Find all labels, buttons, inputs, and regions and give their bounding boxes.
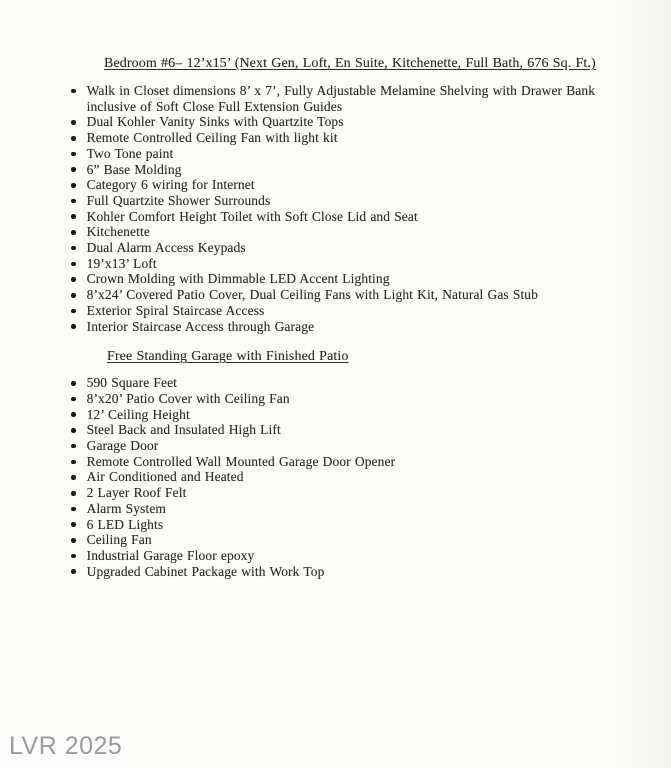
list-item — [70, 469, 631, 485]
bullet-icon — [71, 538, 76, 543]
bullet-icon — [71, 324, 76, 329]
list-item — [70, 454, 631, 470]
list-item-text: Alarm System — [86, 500, 167, 516]
list-item-text: Remote Controlled Wall Mounted Garage Door Opener — [86, 453, 396, 469]
list-item-text: Interior Staircase Access through Garage — [86, 318, 315, 334]
watermark: LVR 2025 — [9, 732, 123, 760]
bullet-icon — [71, 397, 76, 402]
bullet-icon — [71, 507, 76, 512]
bullet-icon — [71, 199, 76, 204]
list-item — [70, 224, 631, 240]
bullet-icon — [71, 460, 76, 465]
bullet-icon — [71, 277, 76, 282]
list-item — [70, 438, 631, 454]
list-item — [70, 287, 631, 303]
list-item — [70, 517, 631, 533]
bullet-icon — [71, 444, 76, 449]
bullet-icon — [71, 554, 76, 559]
list-item-text: Category 6 wiring for Internet — [86, 177, 255, 193]
list-item-text: 6” Base Molding — [86, 161, 182, 177]
bullet-icon — [71, 262, 76, 267]
list-item-text: Full Quartzite Shower Surrounds — [86, 192, 271, 208]
bullet-icon — [71, 569, 76, 574]
bullet-icon — [71, 152, 76, 157]
bullet-icon — [71, 381, 76, 386]
list-item-text: Dual Alarm Access Keypads — [86, 240, 246, 256]
list-item — [70, 548, 631, 564]
list-item-text: Steel Back and Insulated High Lift — [86, 422, 281, 438]
section-heading: Bedroom #6– 12’x15’ (Next Gen, Loft, En Suite, Kitchenette, Full Bath, 676 Sq. Ft.) — [104, 56, 596, 71]
list-item-text: Ceiling Fan — [86, 532, 152, 548]
list-item — [70, 303, 631, 319]
list-item — [70, 114, 631, 130]
list-item-text: 8’x20’ Patio Cover with Ceiling Fan — [86, 390, 290, 406]
list-item-text: Remote Controlled Ceiling Fan with light kit — [86, 130, 338, 146]
list-item — [70, 193, 631, 209]
list-item — [70, 271, 631, 287]
list-item — [70, 130, 631, 146]
list-item — [70, 564, 631, 580]
list-item-text: Upgraded Cabinet Package with Work Top — [86, 563, 325, 579]
section-heading: Free Standing Garage with Finished Patio — [107, 349, 349, 365]
list-item — [70, 256, 631, 272]
list-item — [70, 501, 631, 517]
list-item — [70, 485, 631, 501]
list-item-text: 6 LED Lights — [86, 516, 164, 532]
bullet-icon — [71, 309, 76, 314]
bullet-icon — [71, 522, 76, 527]
list-item-text: 12’ Ceiling Height — [86, 406, 190, 422]
list-item — [70, 209, 631, 225]
list-item-text: 590 Square Feet — [86, 375, 178, 391]
list-item-text: Industrial Garage Floor epoxy — [86, 547, 255, 563]
list-item-text: Garage Door — [86, 438, 159, 454]
list-item — [70, 422, 631, 438]
section-garage — [70, 348, 631, 579]
bullet-icon — [71, 230, 76, 235]
bullet-icon — [71, 136, 76, 141]
list-item-text: Dual Kohler Vanity Sinks with Quartzite Tops — [86, 114, 344, 130]
bullet-icon — [71, 214, 76, 219]
bullet-icon — [71, 167, 76, 172]
bullet-list — [70, 375, 631, 579]
bullet-icon — [71, 89, 76, 94]
bullet-icon — [71, 475, 76, 480]
list-item-text: 8’x24’ Covered Patio Cover, Dual Ceiling Fans with Light Kit, Natural Gas Stub — [86, 287, 538, 303]
list-item — [70, 177, 631, 193]
list-item-text: Crown Molding with Dimmable LED Accent Lighting — [86, 271, 390, 287]
bullet-icon — [71, 412, 76, 417]
bullet-icon — [71, 120, 76, 125]
list-item-text: Kitchenette — [86, 224, 150, 240]
bullet-icon — [71, 491, 76, 496]
bullet-icon — [71, 183, 76, 188]
list-item-text: Walk in Closet dimensions 8’ x 7’, Fully Adjustable Melamine Shelving with Drawer Bank inclusive of Soft Close Full Extension Guides — [86, 83, 596, 114]
list-item-text: Exterior Spiral Staircase Access — [86, 302, 265, 318]
list-item — [70, 391, 631, 407]
bullet-list — [70, 83, 631, 334]
list-item — [70, 375, 631, 391]
list-item — [70, 162, 631, 178]
bullet-icon — [71, 428, 76, 433]
list-item-text: Air Conditioned and Heated — [86, 469, 244, 485]
bullet-icon — [71, 246, 76, 251]
list-item — [70, 83, 631, 114]
list-item — [70, 146, 631, 162]
list-item-text: Two Tone paint — [86, 145, 174, 161]
list-item — [70, 407, 631, 423]
bullet-icon — [71, 293, 76, 298]
list-item — [70, 240, 631, 256]
list-item — [70, 319, 631, 335]
list-item — [70, 532, 631, 548]
list-item-text: Kohler Comfort Height Toilet with Soft Close Lid and Seat — [86, 208, 418, 224]
section-bedroom-6 — [70, 55, 631, 334]
list-item-text: 19’x13’ Loft — [86, 255, 157, 271]
list-item-text: 2 Layer Roof Felt — [86, 485, 187, 501]
